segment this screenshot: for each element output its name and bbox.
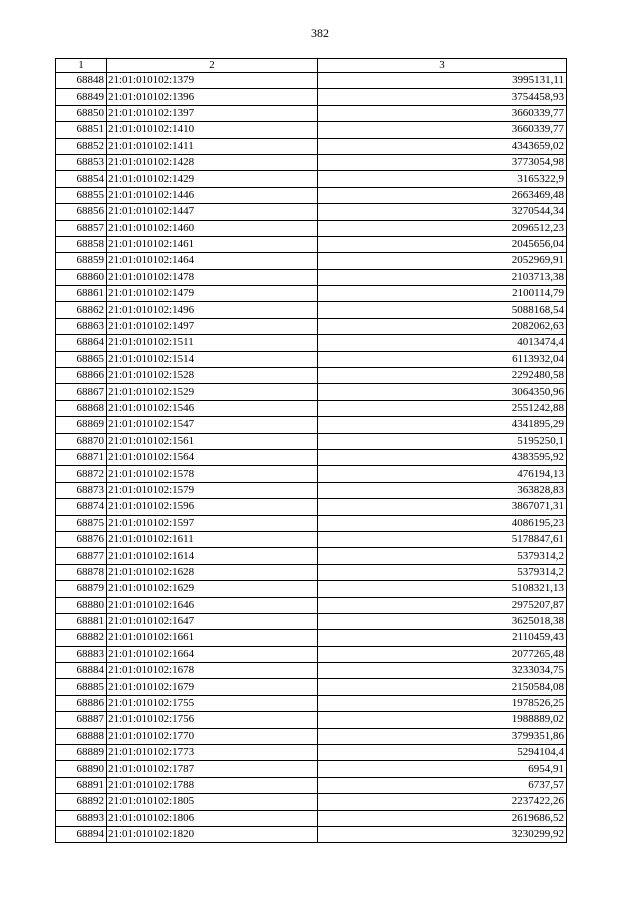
cadastral-value: 3799351,86	[318, 728, 567, 744]
cadastral-number: 21:01:010102:1646	[107, 597, 318, 613]
column-header-1: 1	[56, 59, 107, 73]
row-number: 68851	[56, 122, 107, 138]
table-row	[56, 548, 567, 564]
row-number: 68854	[56, 171, 107, 187]
cadastral-number: 21:01:010102:1379	[107, 73, 318, 89]
row-number: 68869	[56, 417, 107, 433]
table-row	[56, 187, 567, 203]
table-row	[56, 335, 567, 351]
cadastral-value: 476194,13	[318, 466, 567, 482]
row-number: 68862	[56, 302, 107, 318]
cadastral-number: 21:01:010102:1611	[107, 531, 318, 547]
row-number: 68872	[56, 466, 107, 482]
row-number: 68884	[56, 663, 107, 679]
row-number: 68850	[56, 105, 107, 121]
cadastral-number: 21:01:010102:1496	[107, 302, 318, 318]
row-number: 68856	[56, 204, 107, 220]
table-row	[56, 663, 567, 679]
row-number: 68883	[56, 646, 107, 662]
row-number: 68853	[56, 154, 107, 170]
cadastral-number: 21:01:010102:1564	[107, 449, 318, 465]
table-row	[56, 236, 567, 252]
cadastral-value: 3230299,92	[318, 826, 567, 842]
cadastral-value: 2237422,26	[318, 794, 567, 810]
table-row	[56, 433, 567, 449]
table-row	[56, 318, 567, 334]
cadastral-value: 4383595,92	[318, 449, 567, 465]
row-number: 68849	[56, 89, 107, 105]
row-number: 68881	[56, 613, 107, 629]
cadastral-number: 21:01:010102:1647	[107, 613, 318, 629]
table-row	[56, 646, 567, 662]
cadastral-value: 2077265,48	[318, 646, 567, 662]
cadastral-value: 2045656,04	[318, 236, 567, 252]
table-row	[56, 449, 567, 465]
row-number: 68874	[56, 499, 107, 515]
cadastral-value: 3754458,93	[318, 89, 567, 105]
cadastral-value: 2082062,63	[318, 318, 567, 334]
cadastral-value: 4341895,29	[318, 417, 567, 433]
row-number: 68866	[56, 368, 107, 384]
cadastral-number: 21:01:010102:1629	[107, 581, 318, 597]
table-row	[56, 220, 567, 236]
row-number: 68873	[56, 482, 107, 498]
row-number: 68865	[56, 351, 107, 367]
row-number: 68879	[56, 581, 107, 597]
cadastral-number: 21:01:010102:1396	[107, 89, 318, 105]
cadastral-value: 3660339,77	[318, 105, 567, 121]
cadastral-value: 5294104,4	[318, 745, 567, 761]
cadastral-value: 3773054,98	[318, 154, 567, 170]
cadastral-number: 21:01:010102:1464	[107, 253, 318, 269]
table-row	[56, 777, 567, 793]
cadastral-value: 2103713,38	[318, 269, 567, 285]
cadastral-number: 21:01:010102:1460	[107, 220, 318, 236]
row-number: 68855	[56, 187, 107, 203]
table-row	[56, 73, 567, 89]
row-number: 68878	[56, 564, 107, 580]
table-row	[56, 679, 567, 695]
cadastral-value: 6113932,04	[318, 351, 567, 367]
cadastral-value: 5108321,13	[318, 581, 567, 597]
row-number: 68891	[56, 777, 107, 793]
table-row	[56, 531, 567, 547]
cadastral-number: 21:01:010102:1428	[107, 154, 318, 170]
cadastral-value: 2052969,91	[318, 253, 567, 269]
cadastral-number: 21:01:010102:1579	[107, 482, 318, 498]
table-row	[56, 630, 567, 646]
cadastral-value: 3270544,34	[318, 204, 567, 220]
cadastral-value: 5178847,61	[318, 531, 567, 547]
cadastral-number: 21:01:010102:1678	[107, 663, 318, 679]
table-row	[56, 826, 567, 842]
table-row	[56, 384, 567, 400]
table-row	[56, 154, 567, 170]
cadastral-number: 21:01:010102:1529	[107, 384, 318, 400]
table-row	[56, 400, 567, 416]
column-header-2: 2	[107, 59, 318, 73]
cadastral-number: 21:01:010102:1614	[107, 548, 318, 564]
cadastral-value: 4343659,02	[318, 138, 567, 154]
cadastral-number: 21:01:010102:1805	[107, 794, 318, 810]
table-row	[56, 105, 567, 121]
cadastral-value: 3165322,9	[318, 171, 567, 187]
row-number: 68887	[56, 712, 107, 728]
row-number: 68893	[56, 810, 107, 826]
row-number: 68863	[56, 318, 107, 334]
page-number: 382	[311, 26, 329, 40]
cadastral-number: 21:01:010102:1596	[107, 499, 318, 515]
row-number: 68885	[56, 679, 107, 695]
cadastral-value: 2551242,88	[318, 400, 567, 416]
cadastral-value: 5088168,54	[318, 302, 567, 318]
cadastral-number: 21:01:010102:1773	[107, 745, 318, 761]
cadastral-value: 3660339,77	[318, 122, 567, 138]
table-row	[56, 122, 567, 138]
cadastral-number: 21:01:010102:1429	[107, 171, 318, 187]
cadastral-number: 21:01:010102:1578	[107, 466, 318, 482]
row-number: 68894	[56, 826, 107, 842]
cadastral-value: 6954,91	[318, 761, 567, 777]
table-row	[56, 89, 567, 105]
row-number: 68886	[56, 695, 107, 711]
table-row	[56, 581, 567, 597]
table-row	[56, 761, 567, 777]
row-number: 68880	[56, 597, 107, 613]
table-row	[56, 695, 567, 711]
cadastral-number: 21:01:010102:1788	[107, 777, 318, 793]
cadastral-value: 4086195,23	[318, 515, 567, 531]
cadastral-number: 21:01:010102:1628	[107, 564, 318, 580]
cadastral-value: 2619686,52	[318, 810, 567, 826]
cadastral-value: 3064350,96	[318, 384, 567, 400]
table-row	[56, 351, 567, 367]
cadastral-number: 21:01:010102:1397	[107, 105, 318, 121]
cadastral-value: 3625018,38	[318, 613, 567, 629]
table-row	[56, 138, 567, 154]
cadastral-value: 2110459,43	[318, 630, 567, 646]
cadastral-value: 2096512,23	[318, 220, 567, 236]
cadastral-value: 1978526,25	[318, 695, 567, 711]
table-row	[56, 564, 567, 580]
cadastral-number: 21:01:010102:1755	[107, 695, 318, 711]
cadastral-number: 21:01:010102:1514	[107, 351, 318, 367]
cadastral-value: 2150584,08	[318, 679, 567, 695]
row-number: 68867	[56, 384, 107, 400]
table-row	[56, 417, 567, 433]
cadastral-value: 2975207,87	[318, 597, 567, 613]
row-number: 68859	[56, 253, 107, 269]
table-row	[56, 712, 567, 728]
cadastral-value: 2292480,58	[318, 368, 567, 384]
row-number: 68889	[56, 745, 107, 761]
cadastral-number: 21:01:010102:1447	[107, 204, 318, 220]
table-row	[56, 482, 567, 498]
row-number: 68868	[56, 400, 107, 416]
cadastral-number: 21:01:010102:1661	[107, 630, 318, 646]
cadastral-number: 21:01:010102:1679	[107, 679, 318, 695]
row-number: 68892	[56, 794, 107, 810]
cadastral-number: 21:01:010102:1546	[107, 400, 318, 416]
row-number: 68876	[56, 531, 107, 547]
cadastral-number: 21:01:010102:1561	[107, 433, 318, 449]
cadastral-value: 2100114,79	[318, 286, 567, 302]
table-body	[56, 73, 567, 843]
table-row	[56, 302, 567, 318]
row-number: 68861	[56, 286, 107, 302]
table-row	[56, 794, 567, 810]
table-row	[56, 368, 567, 384]
cadastral-value: 5379314,2	[318, 564, 567, 580]
table-row	[56, 466, 567, 482]
row-number: 68875	[56, 515, 107, 531]
cadastral-number: 21:01:010102:1446	[107, 187, 318, 203]
cadastral-number: 21:01:010102:1528	[107, 368, 318, 384]
cadastral-number: 21:01:010102:1770	[107, 728, 318, 744]
cadastral-number: 21:01:010102:1511	[107, 335, 318, 351]
table-row	[56, 515, 567, 531]
cadastral-value: 4013474,4	[318, 335, 567, 351]
table-row	[56, 613, 567, 629]
table-row	[56, 253, 567, 269]
row-number: 68890	[56, 761, 107, 777]
row-number: 68857	[56, 220, 107, 236]
cadastral-value: 3867071,31	[318, 499, 567, 515]
row-number: 68848	[56, 73, 107, 89]
cadastral-number: 21:01:010102:1547	[107, 417, 318, 433]
table-row	[56, 597, 567, 613]
row-number: 68888	[56, 728, 107, 744]
table-row	[56, 269, 567, 285]
cadastral-value: 363828,83	[318, 482, 567, 498]
cadastral-number: 21:01:010102:1664	[107, 646, 318, 662]
cadastral-number: 21:01:010102:1497	[107, 318, 318, 334]
cadastral-number: 21:01:010102:1806	[107, 810, 318, 826]
cadastral-value: 1988889,02	[318, 712, 567, 728]
row-number: 68860	[56, 269, 107, 285]
column-header-3: 3	[318, 59, 567, 73]
table-row	[56, 810, 567, 826]
registry-table	[55, 58, 567, 843]
table-row	[56, 171, 567, 187]
cadastral-number: 21:01:010102:1597	[107, 515, 318, 531]
row-number: 68877	[56, 548, 107, 564]
row-number: 68858	[56, 236, 107, 252]
row-number: 68852	[56, 138, 107, 154]
cadastral-number: 21:01:010102:1461	[107, 236, 318, 252]
row-number: 68870	[56, 433, 107, 449]
row-number: 68864	[56, 335, 107, 351]
table-row	[56, 499, 567, 515]
cadastral-value: 6737,57	[318, 777, 567, 793]
cadastral-number: 21:01:010102:1478	[107, 269, 318, 285]
cadastral-value: 5379314,2	[318, 548, 567, 564]
cadastral-number: 21:01:010102:1756	[107, 712, 318, 728]
cadastral-value: 5195250,1	[318, 433, 567, 449]
cadastral-value: 3995131,11	[318, 73, 567, 89]
row-number: 68871	[56, 449, 107, 465]
cadastral-number: 21:01:010102:1787	[107, 761, 318, 777]
cadastral-value: 2663469,48	[318, 187, 567, 203]
table-row	[56, 728, 567, 744]
table-row	[56, 745, 567, 761]
cadastral-number: 21:01:010102:1479	[107, 286, 318, 302]
cadastral-number: 21:01:010102:1411	[107, 138, 318, 154]
table-header-row	[56, 59, 567, 73]
cadastral-number: 21:01:010102:1820	[107, 826, 318, 842]
row-number: 68882	[56, 630, 107, 646]
table-row	[56, 204, 567, 220]
table-row	[56, 286, 567, 302]
cadastral-value: 3233034,75	[318, 663, 567, 679]
cadastral-number: 21:01:010102:1410	[107, 122, 318, 138]
